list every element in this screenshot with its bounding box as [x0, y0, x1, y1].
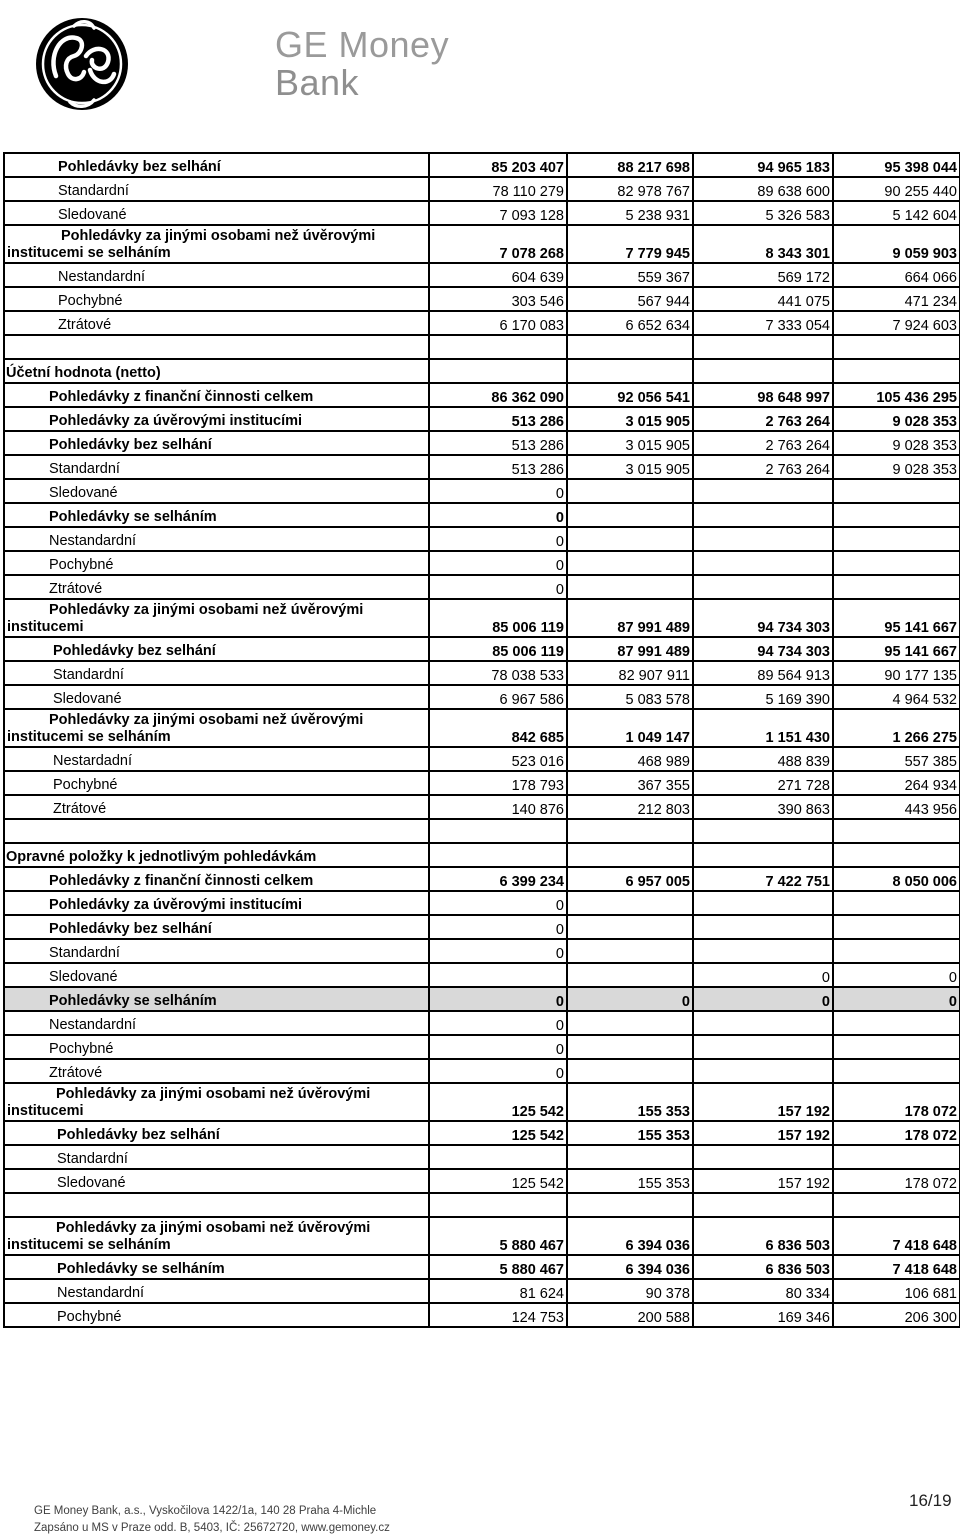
cell-value: 86 362 090 [429, 383, 567, 407]
page-footer [34, 1503, 390, 1537]
cell-value: 3 015 905 [567, 455, 693, 479]
cell-value: 0 [693, 963, 833, 987]
cell-value: 124 753 [429, 1303, 567, 1327]
cell-value: 271 728 [693, 771, 833, 795]
table-row [4, 1169, 960, 1193]
row-label-line: Pohledávky za jinými osobami než úvěrovými [49, 712, 364, 728]
cell-value: 9 028 353 [833, 431, 960, 455]
cell-value: 98 648 997 [693, 383, 833, 407]
cell-value: 1 266 275 [833, 709, 960, 747]
cell-value: 604 639 [429, 263, 567, 287]
row-label: Pohledávky bez selhání [4, 153, 429, 177]
cell-value: 85 006 119 [429, 637, 567, 661]
cell-value: 7 779 945 [567, 225, 693, 263]
table-row [4, 527, 960, 551]
cell-value: 6 394 036 [567, 1255, 693, 1279]
table-row [4, 1121, 960, 1145]
row-label: Ztrátové [4, 1059, 429, 1083]
cell-value: 557 385 [833, 747, 960, 771]
cell-value: 5 880 467 [429, 1217, 567, 1255]
cell-value: 82 907 911 [567, 661, 693, 685]
cell-value: 178 072 [833, 1169, 960, 1193]
table-row [4, 1217, 960, 1255]
row-label: Pohledávky z finanční činnosti celkem [4, 867, 429, 891]
row-label: Sledované [4, 963, 429, 987]
cell-value: 90 177 135 [833, 661, 960, 685]
cell-value: 513 286 [429, 431, 567, 455]
row-label: Ztrátové [4, 795, 429, 819]
row-label: Pochybné [4, 287, 429, 311]
cell-value: 0 [429, 891, 567, 915]
cell-value: 0 [429, 939, 567, 963]
cell-value: 90 378 [567, 1279, 693, 1303]
cell-value: 80 334 [693, 1279, 833, 1303]
cell-value: 5 169 390 [693, 685, 833, 709]
cell-value: 2 763 264 [693, 455, 833, 479]
cell-value: 155 353 [567, 1121, 693, 1145]
cell-value: 7 093 128 [429, 201, 567, 225]
cell-value: 178 793 [429, 771, 567, 795]
cell-value: 390 863 [693, 795, 833, 819]
table-row [4, 1035, 960, 1059]
cell-value: 7 078 268 [429, 225, 567, 263]
cell-value: 7 418 648 [833, 1255, 960, 1279]
table-row-empty [4, 335, 960, 359]
cell-value: 88 217 698 [567, 153, 693, 177]
cell-value: 206 300 [833, 1303, 960, 1327]
cell-value: 5 326 583 [693, 201, 833, 225]
row-label: Pohledávky bez selhání [4, 637, 429, 661]
cell-value: 212 803 [567, 795, 693, 819]
cell-value: 5 880 467 [429, 1255, 567, 1279]
cell-value: 85 203 407 [429, 153, 567, 177]
brand-line-1: GE Money [275, 24, 450, 65]
row-label: Sledované [4, 685, 429, 709]
cell-value: 0 [429, 987, 567, 1011]
row-label-line: institucemi [7, 1103, 84, 1119]
cell-value: 6 399 234 [429, 867, 567, 891]
cell-value: 441 075 [693, 287, 833, 311]
cell-value: 7 418 648 [833, 1217, 960, 1255]
table-row-empty [4, 1193, 960, 1217]
row-label-line: institucemi se selháním [7, 729, 171, 745]
row-label: Standardní [4, 455, 429, 479]
row-label-line: Pohledávky za jinými osobami než úvěrovými [56, 1220, 371, 1236]
footer-address: GE Money Bank, a.s., Vyskočilova 1422/1a, 140 28 Praha 4-Michle [34, 1505, 377, 1517]
table-row [4, 225, 960, 263]
cell-value: 157 192 [693, 1121, 833, 1145]
table-row [4, 503, 960, 527]
cell-value: 513 286 [429, 455, 567, 479]
table-row [4, 455, 960, 479]
row-label: Sledované [4, 1169, 429, 1193]
cell-value: 5 083 578 [567, 685, 693, 709]
row-label: Ztrátové [4, 311, 429, 335]
cell-value: 9 028 353 [833, 455, 960, 479]
table-row [4, 1059, 960, 1083]
table-row [4, 153, 960, 177]
row-label [4, 225, 429, 263]
cell-value: 567 944 [567, 287, 693, 311]
row-label: Pohledávky se selháním [4, 987, 429, 1011]
cell-value: 78 038 533 [429, 661, 567, 685]
cell-value: 94 965 183 [693, 153, 833, 177]
row-label: Sledované [4, 201, 429, 225]
cell-value: 488 839 [693, 747, 833, 771]
section-title-ucetni: Účetní hodnota (netto) [4, 359, 429, 383]
row-label [4, 599, 429, 637]
table-row [4, 1279, 960, 1303]
cell-value: 569 172 [693, 263, 833, 287]
cell-value: 82 978 767 [567, 177, 693, 201]
table-row [4, 201, 960, 225]
cell-value: 9 028 353 [833, 407, 960, 431]
cell-value: 7 422 751 [693, 867, 833, 891]
row-label: Standardní [4, 661, 429, 685]
cell-value: 3 015 905 [567, 431, 693, 455]
table-row [4, 1011, 960, 1035]
cell-value: 125 542 [429, 1121, 567, 1145]
cell-value: 3 015 905 [567, 407, 693, 431]
cell-value: 0 [429, 527, 567, 551]
table-row [4, 287, 960, 311]
table-row [4, 311, 960, 335]
table-row [4, 939, 960, 963]
cell-value: 94 734 303 [693, 637, 833, 661]
cell-value: 664 066 [833, 263, 960, 287]
cell-value: 0 [429, 551, 567, 575]
table-row [4, 1255, 960, 1279]
cell-value: 0 [429, 575, 567, 599]
cell-value: 155 353 [567, 1083, 693, 1121]
table-row [4, 599, 960, 637]
cell-value: 105 436 295 [833, 383, 960, 407]
cell-value: 7 924 603 [833, 311, 960, 335]
table-row-empty [4, 819, 960, 843]
row-label: Standardní [4, 939, 429, 963]
cell-value: 200 588 [567, 1303, 693, 1327]
table-row [4, 431, 960, 455]
table-row [4, 915, 960, 939]
table-row [4, 575, 960, 599]
section-row [4, 843, 960, 867]
cell-value: 0 [429, 915, 567, 939]
row-label: Ztrátové [4, 575, 429, 599]
table-row [4, 263, 960, 287]
footer-registration: Zapsáno u MS v Praze odd. B, 5403, IČ: 25672720, www.gemoney.cz [34, 1522, 390, 1534]
cell-value: 5 142 604 [833, 201, 960, 225]
row-label: Standardní [4, 1145, 429, 1169]
cell-value: 0 [429, 1035, 567, 1059]
table-row [4, 383, 960, 407]
cell-value: 4 964 532 [833, 685, 960, 709]
cell-value: 157 192 [693, 1083, 833, 1121]
cell-value: 125 542 [429, 1083, 567, 1121]
table-row [4, 891, 960, 915]
row-label: Pohledávky se selháním [4, 1255, 429, 1279]
cell-value: 1 151 430 [693, 709, 833, 747]
cell-value: 303 546 [429, 287, 567, 311]
cell-value: 178 072 [833, 1121, 960, 1145]
row-label: Pochybné [4, 771, 429, 795]
cell-value: 6 652 634 [567, 311, 693, 335]
table-row [4, 551, 960, 575]
table-row [4, 407, 960, 431]
cell-value: 6 836 503 [693, 1217, 833, 1255]
cell-value: 842 685 [429, 709, 567, 747]
row-label: Nestardadní [4, 747, 429, 771]
section-title-opravne: Opravné položky k jednotlivým pohledávkám [4, 843, 429, 867]
table-row [4, 963, 960, 987]
cell-value: 6 957 005 [567, 867, 693, 891]
row-label: Pochybné [4, 1303, 429, 1327]
ge-logo [34, 4, 130, 124]
cell-value: 0 [429, 503, 567, 527]
row-label: Pochybné [4, 551, 429, 575]
cell-value: 0 [429, 1011, 567, 1035]
cell-value: 468 989 [567, 747, 693, 771]
row-label [4, 1083, 429, 1121]
cell-value: 178 072 [833, 1083, 960, 1121]
table-row [4, 771, 960, 795]
cell-value: 0 [429, 1059, 567, 1083]
row-label-line: Pohledávky za jinými osobami než úvěrovými [56, 1086, 371, 1102]
cell-value: 95 141 667 [833, 637, 960, 661]
cell-value: 89 638 600 [693, 177, 833, 201]
table-row [4, 661, 960, 685]
cell-value: 125 542 [429, 1169, 567, 1193]
cell-value: 94 734 303 [693, 599, 833, 637]
row-label: Pohledávky bez selhání [4, 431, 429, 455]
cell-value: 6 394 036 [567, 1217, 693, 1255]
page-number: 16/19 [909, 1491, 952, 1510]
table-row [4, 1145, 960, 1169]
row-label: Pohledávky bez selhání [4, 1121, 429, 1145]
cell-value: 155 353 [567, 1169, 693, 1193]
cell-value: 8 343 301 [693, 225, 833, 263]
row-label [4, 1217, 429, 1255]
cell-value: 559 367 [567, 263, 693, 287]
cell-value: 106 681 [833, 1279, 960, 1303]
cell-value: 87 991 489 [567, 637, 693, 661]
cell-value: 0 [833, 987, 960, 1011]
cell-value: 9 059 903 [833, 225, 960, 263]
financial-table [3, 152, 960, 1328]
row-label: Standardní [4, 177, 429, 201]
cell-value: 6 170 083 [429, 311, 567, 335]
brand-name [275, 26, 449, 102]
row-label: Pohledávky bez selhání [4, 915, 429, 939]
cell-value: 87 991 489 [567, 599, 693, 637]
cell-value: 140 876 [429, 795, 567, 819]
cell-value: 513 286 [429, 407, 567, 431]
cell-value: 0 [693, 987, 833, 1011]
cell-value: 2 763 264 [693, 431, 833, 455]
table-row [4, 709, 960, 747]
cell-value: 471 234 [833, 287, 960, 311]
cell-value: 0 [429, 479, 567, 503]
cell-value: 85 006 119 [429, 599, 567, 637]
row-label: Pohledávky za úvěrovými institucími [4, 891, 429, 915]
row-label-line: Pohledávky za jinými osobami než úvěrovými [49, 602, 364, 618]
row-label [4, 709, 429, 747]
cell-value: 92 056 541 [567, 383, 693, 407]
cell-value: 264 934 [833, 771, 960, 795]
cell-value: 157 192 [693, 1169, 833, 1193]
table-row [4, 1303, 960, 1327]
row-label: Pohledávky se selháním [4, 503, 429, 527]
cell-value: 5 238 931 [567, 201, 693, 225]
cell-value: 523 016 [429, 747, 567, 771]
cell-value: 81 624 [429, 1279, 567, 1303]
row-label: Pohledávky za úvěrovými institucími [4, 407, 429, 431]
row-label: Pohledávky z finanční činnosti celkem [4, 383, 429, 407]
cell-value: 6 836 503 [693, 1255, 833, 1279]
row-label: Nestandardní [4, 263, 429, 287]
table-row [4, 177, 960, 201]
cell-value: 7 333 054 [693, 311, 833, 335]
cell-value: 8 050 006 [833, 867, 960, 891]
table-row [4, 479, 960, 503]
cell-value: 0 [567, 987, 693, 1011]
table-row-highlight [4, 987, 960, 1011]
cell-value: 0 [833, 963, 960, 987]
cell-value: 443 956 [833, 795, 960, 819]
row-label: Nestandardní [4, 1279, 429, 1303]
row-label: Nestandardní [4, 527, 429, 551]
cell-value: 1 049 147 [567, 709, 693, 747]
table-row [4, 795, 960, 819]
table-row [4, 1083, 960, 1121]
cell-value: 2 763 264 [693, 407, 833, 431]
row-label: Pochybné [4, 1035, 429, 1059]
table-row [4, 867, 960, 891]
cell-value: 90 255 440 [833, 177, 960, 201]
row-label: Sledované [4, 479, 429, 503]
cell-value: 367 355 [567, 771, 693, 795]
cell-value: 169 346 [693, 1303, 833, 1327]
row-label-line: institucemi se selháním [7, 1237, 171, 1253]
cell-value: 6 967 586 [429, 685, 567, 709]
cell-value: 89 564 913 [693, 661, 833, 685]
cell-value: 95 141 667 [833, 599, 960, 637]
table-row [4, 685, 960, 709]
cell-value: 78 110 279 [429, 177, 567, 201]
section-row [4, 359, 960, 383]
row-label: Nestandardní [4, 1011, 429, 1035]
row-label-line: institucemi [7, 619, 84, 635]
row-label-line: institucemi se selháním [7, 245, 171, 261]
row-label-line: Pohledávky za jinými osobami než úvěrovými [61, 228, 376, 244]
table-row [4, 637, 960, 661]
brand-line-2: Bank [275, 62, 360, 103]
cell-value: 95 398 044 [833, 153, 960, 177]
table-row [4, 747, 960, 771]
